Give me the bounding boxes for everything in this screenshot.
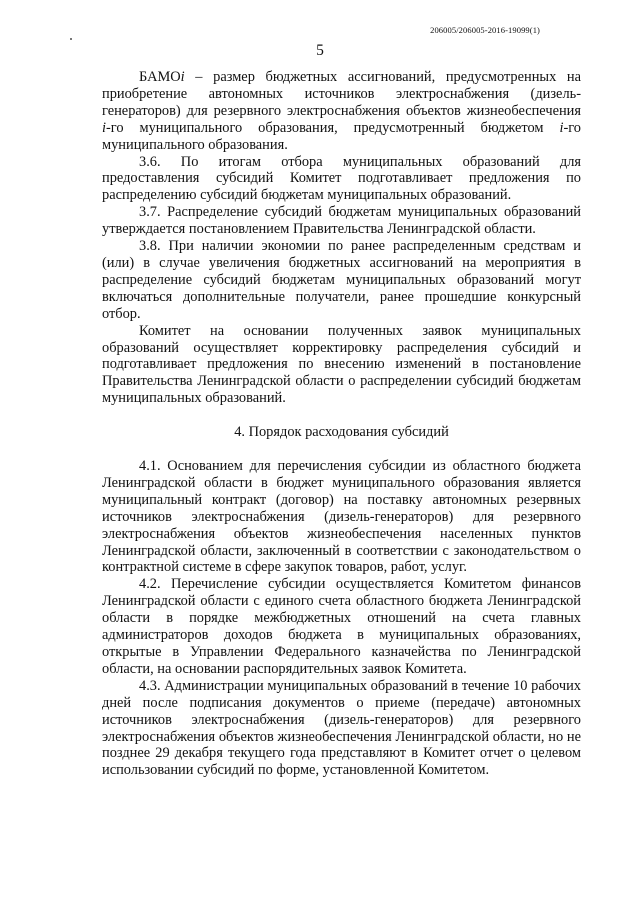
paragraph-4-2: 4.2. Перечисление субсидии осуществляется Комитетом финансов Ленинградской области с единого счета областного бюджета Ленинградской области в порядке межбюджетных отношений на счета главных администраторов доходов бюджета в муниципальных образованиях, открытые в Управлении Федерального казначейства по Ленинградской области, на основании распорядительных заявок Комитета. bbox=[102, 576, 581, 677]
paragraph-4-1: 4.1. Основанием для перечисления субсидии из областного бюджета Ленинградской области в бюджет муниципального образования является муниципальный контракт (договор) на поставку автономных резервных источников электроснабжения (дизель-генераторов) для резервного электроснабжения объектов жизнеобеспечения населенных пунктов Ленинградской области, заключенный в соответствии с законодательством о контрактной системе в сфере закупок товаров, работ, услуг. bbox=[102, 458, 581, 576]
paragraph-4-3: 4.3. Администрации муниципальных образований в течение 10 рабочих дней после подписания документов о приеме (передаче) автономных источников электроснабжения (дизель-генераторов) для резервного электроснабжения объектов жизнеобеспечения Ленинградской области, но не позднее 29 декабря текущего года представляют в Комитет отчет о целевом использовании субсидий по форме, установленной Комитетом. bbox=[102, 677, 581, 779]
document-body bbox=[102, 69, 581, 779]
bamo-index: i bbox=[180, 69, 185, 85]
bamo-index-2: i bbox=[102, 119, 106, 136]
bamo-term: БАМО bbox=[139, 69, 181, 85]
bamo-text-2: -го муниципального образования, предусмотренный бюджетом bbox=[106, 119, 560, 136]
document-id: 206005/206005-2016-19099(1) bbox=[430, 25, 540, 35]
bamo-text-3: -го муниципального образования. bbox=[102, 119, 581, 153]
paragraph-bamo-definition bbox=[102, 69, 581, 154]
section-4-title: 4. Порядок расходования субсидий bbox=[234, 424, 449, 441]
paragraph-3-8: 3.8. При наличии экономии по ранее распределенным средствам и (или) в случае увеличения бюджетных ассигнований на мероприятия в распределение субсидий бюджетам муниципальных образований могут включаться дополнительные получатели, ранее прошедшие конкурсный отбор. bbox=[102, 238, 581, 322]
paragraph-committee: Комитет на основании полученных заявок муниципальных образований осуществляет корректировку распределения субсидий и подготавливает предложения по внесению изменений в постановление Правительства Ленинградской области о распределении субсидий бюджетам муниципальных образований. bbox=[102, 322, 581, 407]
paragraph-3-6: 3.6. По итогам отбора муниципальных образований для предоставления субсидий Комитет подготавливает предложения по распределению субсидий бюджетам муниципальных образований. bbox=[102, 153, 581, 204]
bamo-text-1: – размер бюджетных ассигнований, предусмотренных на приобретение автономных источников электроснабжения (дизель-генераторов) для резервного электроснабжения объектов жизнеобеспечения bbox=[102, 69, 581, 119]
bamo-index-3: i bbox=[559, 119, 564, 136]
page-number: 5 bbox=[316, 42, 324, 59]
scan-dot bbox=[70, 38, 72, 40]
paragraph-3-7: 3.7. Распределение субсидий бюджетам муниципальных образований утверждается постановлением Правительства Ленинградской области. bbox=[102, 204, 581, 238]
